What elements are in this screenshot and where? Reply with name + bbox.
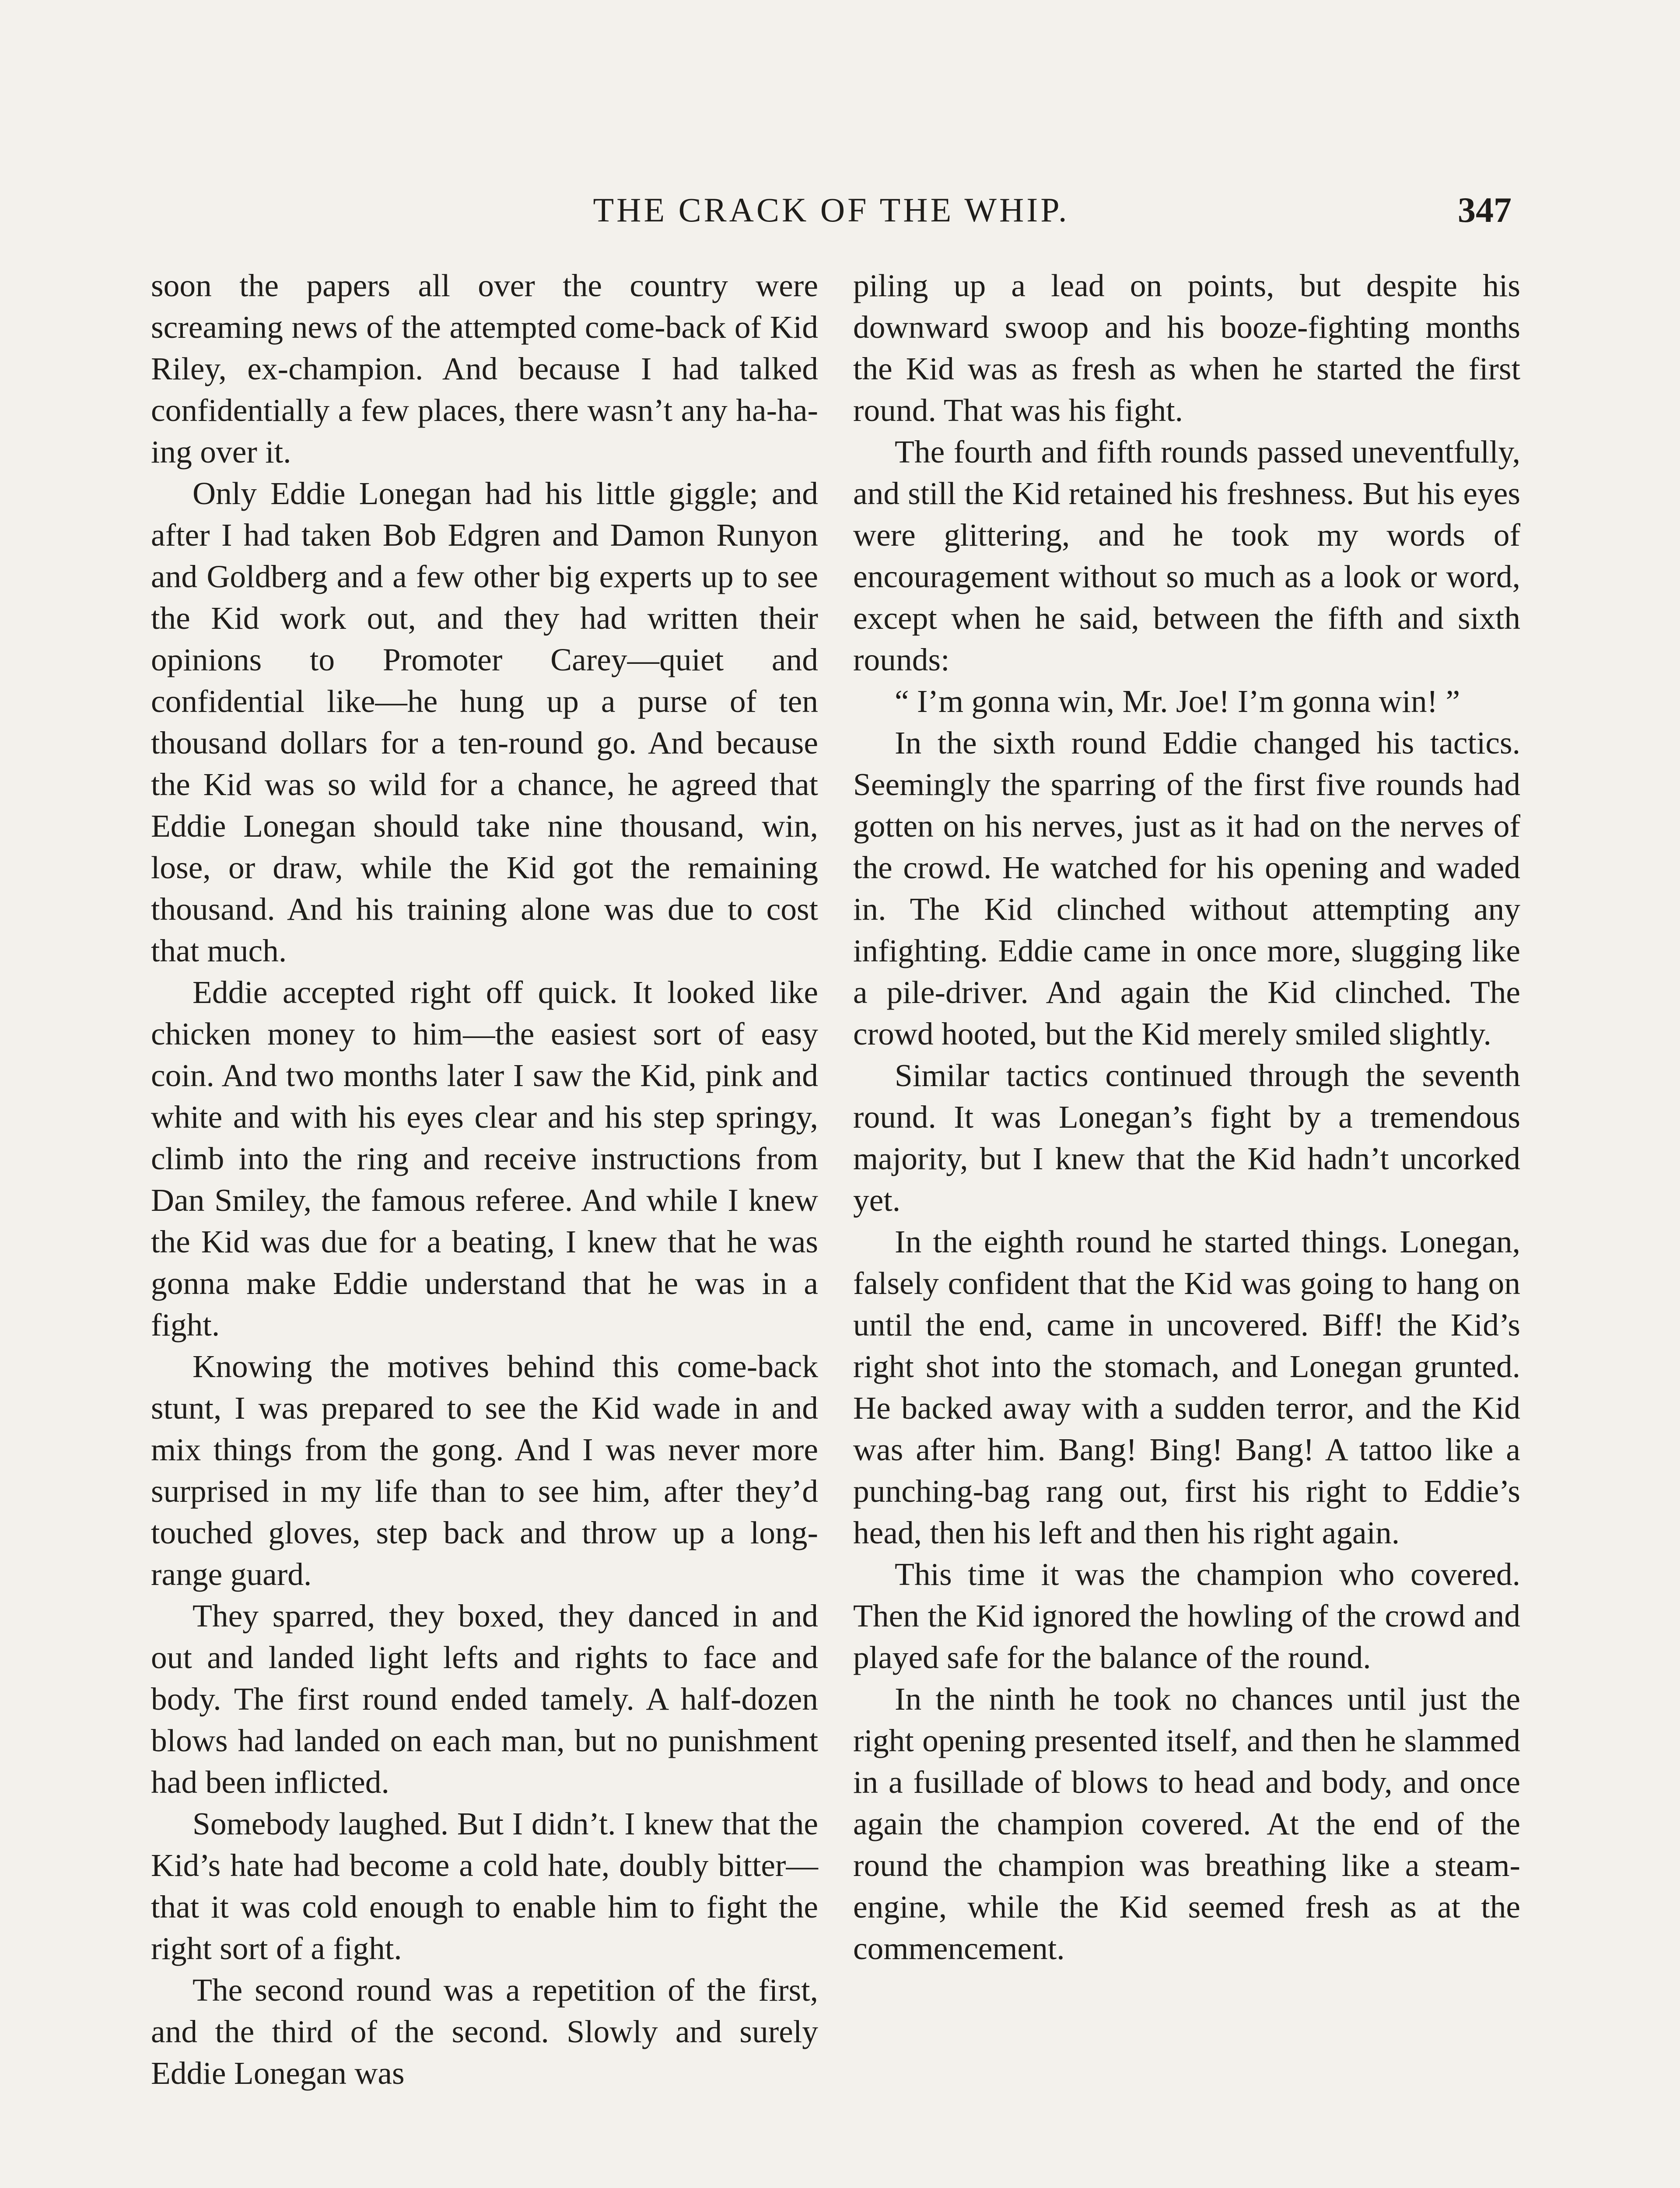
paragraph: piling up a lead on points, but despite his downward swoop and his booze-fighting months the Kid was as fresh as when he started the first round. That was his fight. xyxy=(853,268,1520,428)
paragraph: Knowing the motives behind this come-back stunt, I was prepared to see the Kid wade in and mix things from the gong. And I was never more surprised in my life than to see him, after they’d touched gloves, step back and throw up a long-range guard. xyxy=(151,1349,818,1592)
paragraph: The second round was a repetition of the first, and the third of the second. Slowly and surely Eddie Lonegan was xyxy=(151,1972,818,2091)
paragraph: In the sixth round Eddie changed his tactics. Seemingly the sparring of the first five rounds had gotten on his nerves, just as it had on the nerves of the crowd. He watched for his opening and waded in. The Kid clinched without attempting any infighting. Eddie came in once more, slugging like a pile-driver. And again the Kid clinched. The crowd hooted, but the Kid merely smiled slightly. xyxy=(853,725,1520,1052)
page-number: 347 xyxy=(1458,190,1512,230)
right-column xyxy=(853,265,1520,1969)
paragraph: In the ninth he took no chances until just the right opening presented itself, and then he slammed in a fusillade of blows to head and body, and once again the champion covered. At the end of the round the champion was breathing like a steam-engine, while the Kid seemed fresh as at the commencement. xyxy=(853,1681,1520,1966)
running-head xyxy=(151,184,1512,236)
paragraph: Similar tactics continued through the seventh round. It was Lonegan’s fight by a tremendous majority, but I knew that the Kid hadn’t uncorked yet. xyxy=(853,1058,1520,1218)
left-column xyxy=(151,265,818,2094)
paragraph: “ I’m gonna win, Mr. Joe! I’m gonna win! ” xyxy=(895,684,1460,719)
paragraph: Only Eddie Lonegan had his little giggle; and after I had taken Bob Edgren and Damon Runyon and Goldberg and a few other big experts up to see the Kid work out, and they had written their opinions to Promoter Carey—quiet and confidential like—he hung up a purse of ten thousand dollars for a ten-round go. And because the Kid was so wild for a chance, he agreed that Eddie Lonegan should take nine thousand, win, lose, or draw, while the Kid got the remaining thousand. And his training alone was due to cost that much. xyxy=(151,476,818,968)
paragraph: Eddie accepted right off quick. It looked like chicken money to him—the easiest sort of easy coin. And two months later I saw the Kid, pink and white and with his eyes clear and his step springy, climb into the ring and receive instructions from Dan Smiley, the famous referee. And while I knew the Kid was due for a beating, I knew that he was gonna make Eddie understand that he was in a fight. xyxy=(151,975,818,1343)
paragraph: soon the papers all over the country were screaming news of the attempted come-back of Kid Riley, ex-champion. And because I had talked confidentially a few places, there wasn’t any ha-ha-ing over it. xyxy=(151,268,818,470)
paragraph: Somebody laughed. But I didn’t. I knew that the Kid’s hate had become a cold hate, doubly bitter—that it was cold enough to enable him to fight the right sort of a fight. xyxy=(151,1806,818,1966)
paragraph: The fourth and fifth rounds passed uneventfully, and still the Kid retained his freshness. But his eyes were glittering, and he took my words of encouragement without so much as a look or word, except when he said, between the fifth and sixth rounds: xyxy=(853,434,1520,677)
running-title: THE CRACK OF THE WHIP. xyxy=(593,191,1070,229)
paragraph: In the eighth round he started things. Lonegan, falsely confident that the Kid was going to hang on until the end, came in uncovered. Biff! the Kid’s right shot into the stomach, and Lonegan grunted. He backed away with a sudden terror, and the Kid was after him. Bang! Bing! Bang! A tattoo like a punching-bag rang out, first his right to Eddie’s head, then his left and then his right again. xyxy=(853,1224,1520,1550)
paragraph: This time it was the champion who covered. Then the Kid ignored the howling of the crowd and played safe for the balance of the round. xyxy=(853,1557,1520,1675)
paragraph: They sparred, they boxed, they danced in and out and landed light lefts and rights to face and body. The first round ended tamely. A half-dozen blows had landed on each man, but no punishment had been inflicted. xyxy=(151,1598,818,1800)
